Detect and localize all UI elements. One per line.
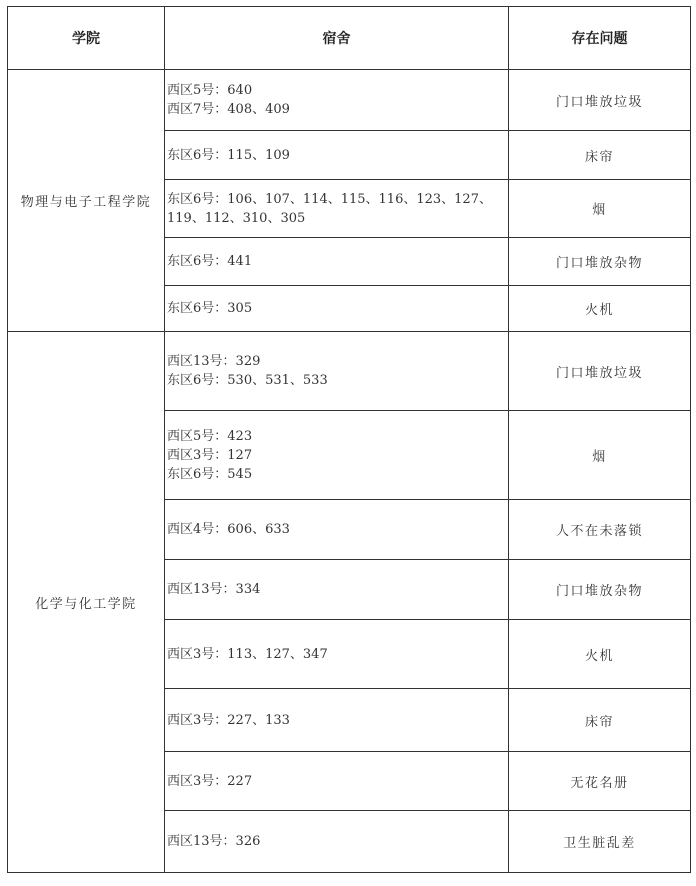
dorm-line: 西区3号：227 [167, 773, 253, 789]
dorm-cell [165, 180, 509, 238]
dorm-line: 西区3号：127 [167, 447, 253, 463]
dorm-cell [165, 689, 509, 752]
college-cell: 物理与电子工程学院 [8, 70, 165, 332]
dorm-line: 西区13号：334 [167, 582, 261, 597]
dorm-line: 东区6号：530、531、533 [167, 373, 328, 388]
dorm-line: 西区5号：423 [167, 428, 253, 444]
dorm-cell [165, 411, 509, 500]
issue-cell: 烟 [509, 411, 691, 500]
dorm-cell [165, 752, 509, 811]
dorm-cell [165, 560, 509, 620]
dorm-line: 西区13号：329 [167, 354, 261, 369]
dorm-line: 西区3号：113、127、347 [167, 646, 328, 662]
dorm-cell [165, 238, 509, 286]
issue-cell: 火机 [509, 286, 691, 332]
college-cell: 化学与化工学院 [8, 332, 165, 873]
dorm-line: 西区7号：408、409 [167, 102, 290, 117]
dorm-cell [165, 332, 509, 411]
issue-cell: 火机 [509, 620, 691, 689]
dorm-cell [165, 620, 509, 689]
header-college: 学院 [8, 7, 165, 70]
issue-cell: 卫生脏乱差 [509, 811, 691, 873]
header-row [8, 7, 691, 70]
dorm-cell [165, 286, 509, 332]
dorm-line: 西区13号：326 [167, 834, 261, 849]
issue-cell: 门口堆放垃圾 [509, 332, 691, 411]
dorm-line: 西区5号：640 [167, 83, 253, 98]
table-row [8, 332, 691, 411]
issue-cell: 烟 [509, 180, 691, 238]
dorm-line: 东区6号：441 [167, 254, 253, 269]
header-issue: 存在问题 [509, 7, 691, 70]
dorm-line: 东区6号：106、107、114、115、116、123、127、119、112、310、305 [167, 191, 492, 226]
table-row [8, 70, 691, 131]
issue-cell: 床帘 [509, 131, 691, 180]
issue-cell: 人不在未落锁 [509, 500, 691, 560]
inspection-table [7, 6, 691, 873]
dorm-line: 东区6号：545 [167, 466, 253, 482]
issue-cell: 门口堆放垃圾 [509, 70, 691, 131]
dorm-cell [165, 500, 509, 560]
dorm-cell [165, 70, 509, 131]
issue-cell: 无花名册 [509, 752, 691, 811]
dorm-cell [165, 131, 509, 180]
dorm-cell [165, 811, 509, 873]
dorm-line: 西区3号：227、133 [167, 712, 290, 728]
dorm-line: 东区6号：305 [167, 301, 253, 316]
dorm-line: 东区6号：115、109 [167, 147, 290, 163]
issue-cell: 门口堆放杂物 [509, 560, 691, 620]
issue-cell: 门口堆放杂物 [509, 238, 691, 286]
header-dorm: 宿舍 [165, 7, 509, 70]
issue-cell: 床帘 [509, 689, 691, 752]
dorm-line: 西区4号：606、633 [167, 522, 290, 537]
